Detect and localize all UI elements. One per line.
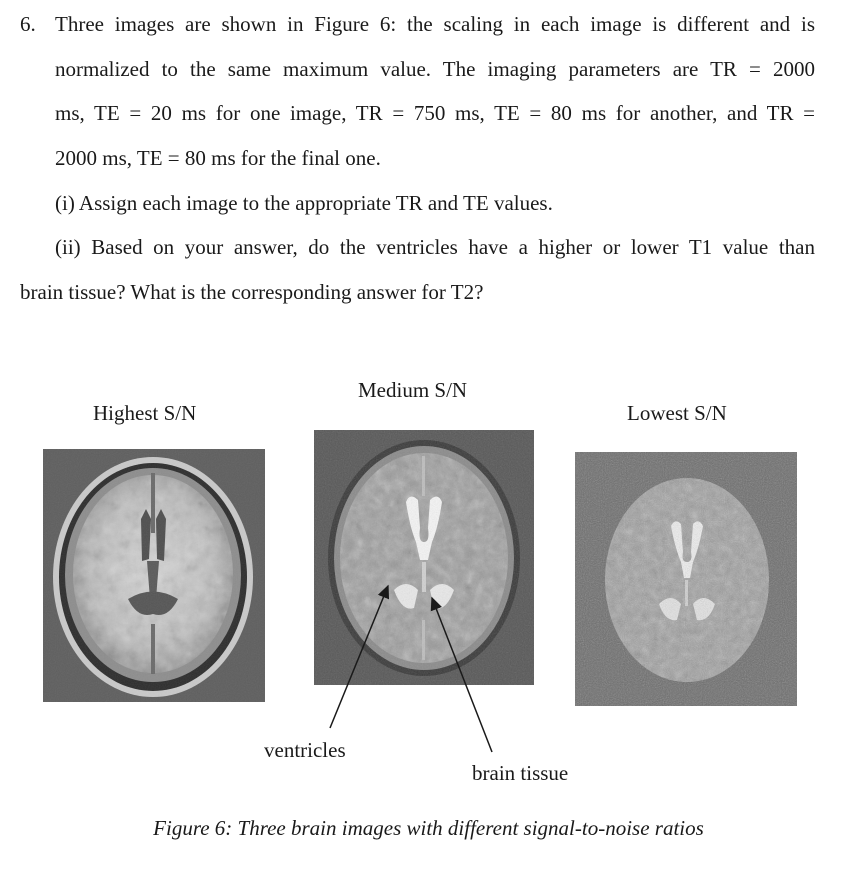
label-medium-sn: Medium S/N bbox=[358, 378, 468, 402]
brain-tissue-arrow bbox=[432, 598, 492, 752]
part-ii-line-1: (ii) Based on your answer, do the ventricles have a higher or lower T1 value than bbox=[55, 235, 815, 259]
question-number: 6. bbox=[20, 12, 36, 36]
ventricles-arrow bbox=[330, 586, 388, 728]
question-line-1: Three images are shown in Figure 6: the scaling in each image is different and is bbox=[55, 12, 815, 36]
label-highest-sn: Highest S/N bbox=[93, 401, 197, 425]
label-lowest-sn: Lowest S/N bbox=[627, 401, 727, 425]
label-ventricles: ventricles bbox=[264, 738, 346, 762]
question-line-2: normalized to the same maximum value. The imaging parameters are TR = 2000 bbox=[55, 57, 815, 81]
question-line-3: ms, TE = 20 ms for one image, TR = 750 ms, TE = 80 ms for another, and TR = bbox=[55, 101, 815, 125]
figure-caption: Figure 6: Three brain images with different signal-to-noise ratios bbox=[153, 816, 704, 840]
label-brain-tissue: brain tissue bbox=[472, 761, 569, 785]
part-i: (i) Assign each image to the appropriate TR and TE values. bbox=[55, 191, 553, 215]
part-ii-line-2: brain tissue? What is the corresponding answer for T2? bbox=[20, 280, 484, 304]
question-line-4: 2000 ms, TE = 80 ms for the final one. bbox=[55, 146, 381, 170]
